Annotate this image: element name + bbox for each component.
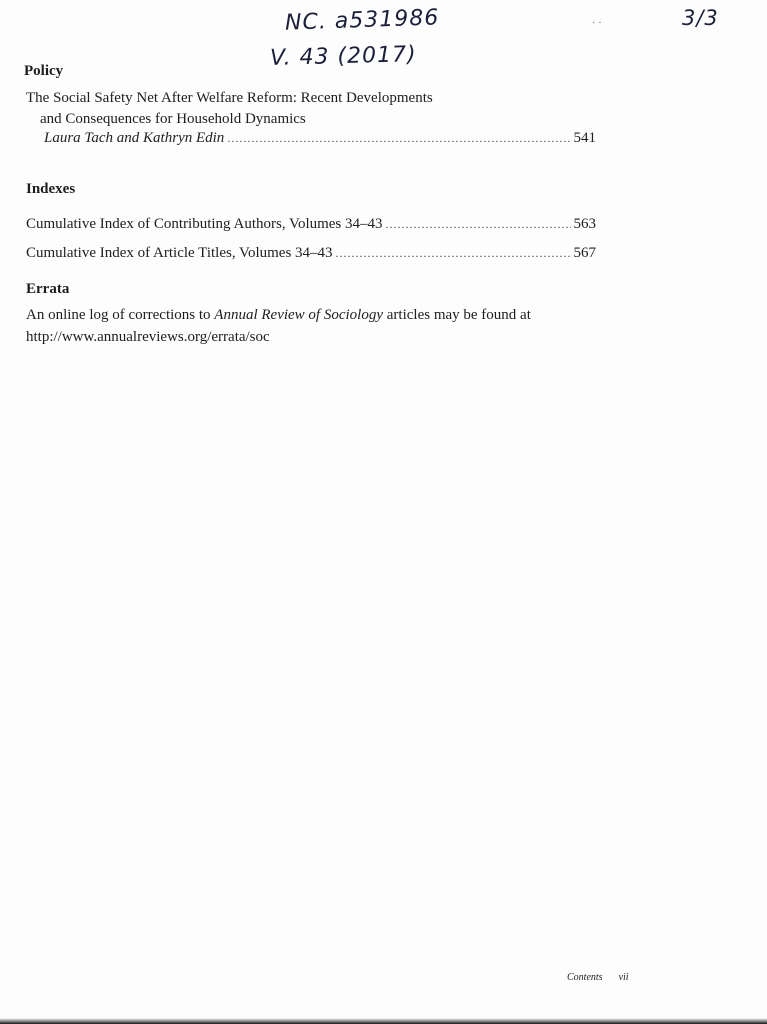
errata-text-after: articles may be found at <box>383 307 531 323</box>
scan-bottom-edge <box>0 1018 767 1024</box>
section-heading-indexes: Indexes <box>26 181 76 197</box>
footer-page-number: vii <box>618 972 629 983</box>
toc-entry-index-titles <box>26 245 596 262</box>
index-titles-page: 567 <box>573 245 596 261</box>
toc-entry-index-authors <box>26 216 596 233</box>
handwritten-page-mark: 3/3 <box>682 6 719 30</box>
leader-dots <box>336 246 571 261</box>
toc-entry-policy-authors <box>44 130 596 147</box>
handwritten-call-number: NC. a531986 <box>284 5 440 36</box>
page-footer <box>567 972 629 983</box>
stray-dots: · · <box>592 18 602 29</box>
policy-article-title-line1: The Social Safety Net After Welfare Reform: Recent Developments <box>26 90 433 106</box>
index-authors-page: 563 <box>573 216 596 232</box>
index-authors-title: Cumulative Index of Contributing Authors, Volumes 34–43 <box>26 216 383 232</box>
errata-text <box>26 306 531 324</box>
policy-article-page: 541 <box>573 130 596 146</box>
footer-label: Contents <box>567 972 603 983</box>
policy-article-title-line2: and Consequences for Household Dynamics <box>40 111 306 127</box>
handwritten-volume: V. 43 (2017) <box>269 42 417 71</box>
section-heading-policy: Policy <box>24 63 64 79</box>
section-heading-errata: Errata <box>26 281 70 297</box>
policy-article-authors: Laura Tach and Kathryn Edin <box>44 130 225 146</box>
errata-text-before: An online log of corrections to <box>26 307 215 323</box>
index-titles-title: Cumulative Index of Article Titles, Volumes 34–43 <box>26 245 333 261</box>
errata-url: http://www.annualreviews.org/errata/soc <box>26 329 270 345</box>
leader-dots <box>386 217 571 232</box>
leader-dots <box>227 131 570 146</box>
errata-journal-name: Annual Review of Sociology <box>214 307 384 323</box>
